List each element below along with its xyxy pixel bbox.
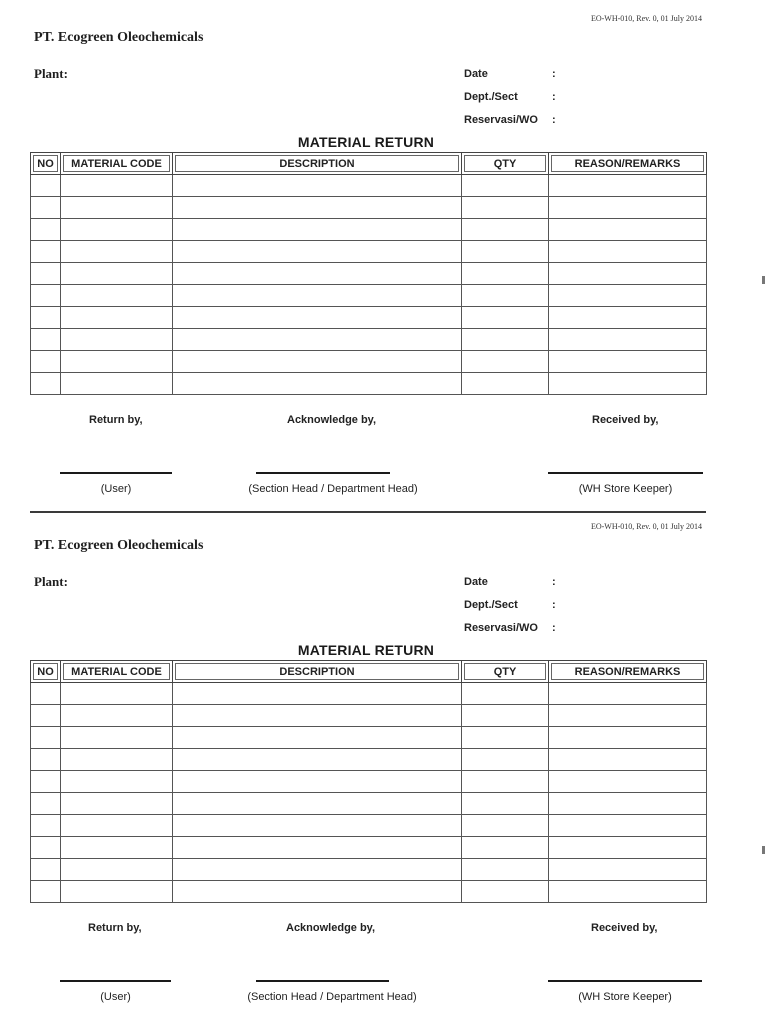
- material-code-cell[interactable]: [61, 881, 173, 903]
- user-role: (User): [100, 991, 131, 1003]
- no-cell[interactable]: [31, 705, 61, 727]
- table-row: [31, 285, 707, 307]
- no-cell[interactable]: [31, 837, 61, 859]
- reason-remarks-cell[interactable]: [549, 175, 707, 197]
- table-row: [31, 837, 707, 859]
- document-code: EO-WH-010, Rev. 0, 01 July 2014: [590, 14, 702, 23]
- storekeeper-signature-line: [548, 980, 702, 982]
- material-code-cell[interactable]: [61, 771, 173, 793]
- no-cell[interactable]: [31, 683, 61, 705]
- return-by-label: Return by,: [88, 922, 142, 934]
- dept-sect-colon: :: [552, 91, 556, 103]
- date-colon: :: [552, 68, 556, 80]
- qty-cell[interactable]: [462, 771, 549, 793]
- plant-label: Plant:: [34, 574, 68, 589]
- no-cell[interactable]: [31, 859, 61, 881]
- description-cell[interactable]: [173, 351, 462, 373]
- material-code-cell[interactable]: [61, 351, 173, 373]
- no-cell[interactable]: [31, 881, 61, 903]
- qty-cell[interactable]: [462, 263, 549, 285]
- reason-remarks-cell[interactable]: [549, 683, 707, 705]
- table-row: [31, 859, 707, 881]
- table-row: [31, 881, 707, 903]
- qty-cell[interactable]: [462, 197, 549, 219]
- table-body: [31, 683, 707, 903]
- dept-sect-field: [464, 599, 584, 622]
- no-cell[interactable]: [31, 727, 61, 749]
- header-fields: [464, 576, 584, 645]
- col-header-material-code: MATERIAL CODE: [61, 661, 173, 683]
- no-cell[interactable]: [31, 793, 61, 815]
- no-cell[interactable]: [31, 351, 61, 373]
- acknowledge-by-label: Acknowledge by,: [286, 922, 376, 934]
- col-header-material-code: MATERIAL CODE: [61, 153, 173, 175]
- description-cell[interactable]: [173, 771, 462, 793]
- col-header-no: NO: [31, 661, 61, 683]
- reservasi-wo-label: Reservasi/WO: [464, 114, 538, 126]
- reason-remarks-cell[interactable]: [549, 307, 707, 329]
- reason-remarks-cell[interactable]: [549, 749, 707, 771]
- no-cell[interactable]: [31, 373, 61, 395]
- no-cell[interactable]: [31, 285, 61, 307]
- reason-remarks-cell[interactable]: [549, 241, 707, 263]
- scan-edge-mark: [762, 276, 765, 284]
- material-code-cell[interactable]: [61, 727, 173, 749]
- qty-cell[interactable]: [462, 241, 549, 263]
- reason-remarks-cell[interactable]: [549, 705, 707, 727]
- head-signature-line: [256, 980, 389, 982]
- table-row: [31, 771, 707, 793]
- no-cell[interactable]: [31, 175, 61, 197]
- material-code-cell[interactable]: [61, 683, 173, 705]
- dept-sect-label: Dept./Sect: [464, 91, 518, 103]
- date-label: Date: [464, 576, 488, 588]
- user-role: (User): [100, 483, 132, 495]
- date-label: Date: [464, 68, 488, 80]
- table-body: [31, 175, 707, 395]
- col-header-qty: QTY: [462, 153, 549, 175]
- reservasi-wo-colon: :: [552, 114, 556, 126]
- material-code-cell[interactable]: [61, 241, 173, 263]
- reason-remarks-cell[interactable]: [549, 373, 707, 395]
- qty-cell[interactable]: [462, 815, 549, 837]
- reason-remarks-cell[interactable]: [549, 727, 707, 749]
- material-return-form-bottom: [0, 508, 768, 1020]
- description-cell[interactable]: [173, 749, 462, 771]
- col-header-reason-remarks: REASON/REMARKS: [549, 661, 707, 683]
- no-cell[interactable]: [31, 329, 61, 351]
- head-role: (Section Head / Department Head): [247, 991, 417, 1003]
- no-cell[interactable]: [31, 307, 61, 329]
- dept-sect-colon: :: [552, 599, 556, 611]
- qty-cell[interactable]: [462, 683, 549, 705]
- qty-cell[interactable]: [462, 373, 549, 395]
- qty-cell[interactable]: [462, 881, 549, 903]
- acknowledge-by-label: Acknowledge by,: [287, 414, 377, 426]
- material-code-cell[interactable]: [61, 219, 173, 241]
- description-cell[interactable]: [173, 815, 462, 837]
- material-code-cell[interactable]: [61, 837, 173, 859]
- qty-cell[interactable]: [462, 329, 549, 351]
- user-signature-line: [60, 980, 171, 982]
- company-name: PT. Ecogreen Oleochemicals: [34, 30, 204, 45]
- material-code-cell[interactable]: [61, 859, 173, 881]
- table-row: [31, 307, 707, 329]
- col-header-no: NO: [31, 153, 61, 175]
- no-cell[interactable]: [31, 263, 61, 285]
- no-cell[interactable]: [31, 241, 61, 263]
- table-row: [31, 241, 707, 263]
- material-code-cell[interactable]: [61, 329, 173, 351]
- reason-remarks-cell[interactable]: [549, 263, 707, 285]
- reason-remarks-cell[interactable]: [549, 329, 707, 351]
- no-cell[interactable]: [31, 815, 61, 837]
- no-cell[interactable]: [31, 219, 61, 241]
- table-row: [31, 727, 707, 749]
- table-row: [31, 219, 707, 241]
- description-cell[interactable]: [173, 197, 462, 219]
- qty-cell[interactable]: [462, 705, 549, 727]
- description-cell[interactable]: [173, 219, 462, 241]
- plant-label: Plant:: [34, 66, 68, 81]
- header-fields: [464, 68, 584, 137]
- description-cell[interactable]: [173, 881, 462, 903]
- no-cell[interactable]: [31, 749, 61, 771]
- material-code-cell[interactable]: [61, 749, 173, 771]
- description-cell[interactable]: [173, 373, 462, 395]
- date-field: [464, 576, 584, 599]
- material-code-cell[interactable]: [61, 263, 173, 285]
- dept-sect-label: Dept./Sect: [464, 599, 518, 611]
- description-cell[interactable]: [173, 683, 462, 705]
- document-code: EO-WH-010, Rev. 0, 01 July 2014: [590, 522, 702, 531]
- user-signature-line: [60, 472, 172, 474]
- description-cell[interactable]: [173, 793, 462, 815]
- col-header-reason-remarks: REASON/REMARKS: [549, 153, 707, 175]
- table-row: [31, 705, 707, 727]
- material-code-cell[interactable]: [61, 175, 173, 197]
- qty-cell[interactable]: [462, 285, 549, 307]
- qty-cell[interactable]: [462, 351, 549, 373]
- material-code-cell[interactable]: [61, 793, 173, 815]
- description-cell[interactable]: [173, 837, 462, 859]
- reason-remarks-cell[interactable]: [549, 881, 707, 903]
- material-code-cell[interactable]: [61, 285, 173, 307]
- qty-cell[interactable]: [462, 837, 549, 859]
- return-by-label: Return by,: [89, 414, 143, 426]
- date-colon: :: [552, 576, 556, 588]
- reason-remarks-cell[interactable]: [549, 859, 707, 881]
- qty-cell[interactable]: [462, 793, 549, 815]
- description-cell[interactable]: [173, 307, 462, 329]
- head-signature-line: [256, 472, 390, 474]
- reason-remarks-cell[interactable]: [549, 219, 707, 241]
- table-header-row: [31, 661, 707, 683]
- dept-sect-field: [464, 91, 584, 114]
- material-code-cell[interactable]: [61, 373, 173, 395]
- qty-cell[interactable]: [462, 307, 549, 329]
- received-by-label: Received by,: [591, 922, 658, 934]
- reservasi-wo-label: Reservasi/WO: [464, 622, 538, 634]
- table-row: [31, 683, 707, 705]
- reason-remarks-cell[interactable]: [549, 837, 707, 859]
- table-header-row: [31, 153, 707, 175]
- description-cell[interactable]: [173, 859, 462, 881]
- received-by-label: Received by,: [592, 414, 659, 426]
- storekeeper-signature-line: [548, 472, 703, 474]
- qty-cell[interactable]: [462, 727, 549, 749]
- reason-remarks-cell[interactable]: [549, 771, 707, 793]
- table-row: [31, 793, 707, 815]
- qty-cell[interactable]: [462, 175, 549, 197]
- qty-cell[interactable]: [462, 749, 549, 771]
- qty-cell[interactable]: [462, 219, 549, 241]
- table-row: [31, 329, 707, 351]
- storekeeper-role: (WH Store Keeper): [578, 483, 673, 495]
- col-header-description: DESCRIPTION: [173, 661, 462, 683]
- description-cell[interactable]: [173, 285, 462, 307]
- qty-cell[interactable]: [462, 859, 549, 881]
- description-cell[interactable]: [173, 241, 462, 263]
- material-table: [30, 152, 707, 395]
- reason-remarks-cell[interactable]: [549, 197, 707, 219]
- table-row: [31, 197, 707, 219]
- no-cell[interactable]: [31, 197, 61, 219]
- date-field: [464, 68, 584, 91]
- reason-remarks-cell[interactable]: [549, 793, 707, 815]
- form-title: MATERIAL RETURN: [297, 134, 435, 150]
- reason-remarks-cell[interactable]: [549, 815, 707, 837]
- head-role: (Section Head / Department Head): [248, 483, 418, 495]
- col-header-description: DESCRIPTION: [173, 153, 462, 175]
- form-title: MATERIAL RETURN: [297, 642, 435, 658]
- table-row: [31, 373, 707, 395]
- col-header-qty: QTY: [462, 661, 549, 683]
- no-cell[interactable]: [31, 771, 61, 793]
- material-code-cell[interactable]: [61, 307, 173, 329]
- material-code-cell[interactable]: [61, 815, 173, 837]
- table-row: [31, 263, 707, 285]
- description-cell[interactable]: [173, 263, 462, 285]
- description-cell[interactable]: [173, 329, 462, 351]
- material-code-cell[interactable]: [61, 197, 173, 219]
- table-row: [31, 815, 707, 837]
- storekeeper-role: (WH Store Keeper): [578, 991, 672, 1003]
- reason-remarks-cell[interactable]: [549, 351, 707, 373]
- description-cell[interactable]: [173, 727, 462, 749]
- material-table: [30, 660, 707, 903]
- material-code-cell[interactable]: [61, 705, 173, 727]
- table-row: [31, 351, 707, 373]
- reason-remarks-cell[interactable]: [549, 285, 707, 307]
- description-cell[interactable]: [173, 705, 462, 727]
- scan-edge-mark: [762, 846, 765, 854]
- description-cell[interactable]: [173, 175, 462, 197]
- table-row: [31, 175, 707, 197]
- reservasi-wo-colon: :: [552, 622, 556, 634]
- table-row: [31, 749, 707, 771]
- company-name: PT. Ecogreen Oleochemicals: [34, 538, 204, 553]
